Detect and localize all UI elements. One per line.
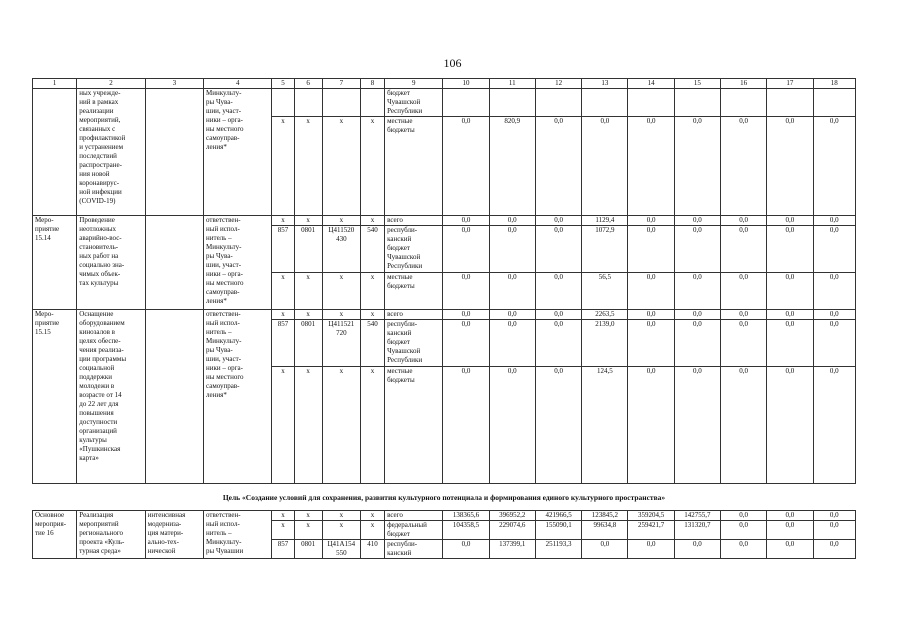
cell-source: республи- канский бюджет Чувашской Республики [385, 320, 443, 367]
cell-code: x [360, 521, 384, 540]
cell-code: 0801 [294, 320, 322, 367]
cell-code: x [272, 273, 294, 310]
cell-code: x [360, 310, 384, 320]
cell-amount: 0,0 [674, 310, 720, 320]
cell-amount: 0,0 [674, 216, 720, 226]
cell-measure-id: Основное мероприя- тие 16 [33, 511, 77, 559]
cell-amount: 0,0 [767, 117, 813, 216]
column-number: 8 [360, 79, 384, 89]
cell-amount: 1072,9 [582, 226, 628, 273]
column-number: 9 [385, 79, 443, 89]
cell-code: 857 [272, 320, 294, 367]
column-number: 4 [204, 79, 272, 89]
column-number: 2 [77, 79, 145, 89]
cell-executor: ответствен- ный испол- нитель – Минкульту- ры Чува- шии, участ- ники – орга- ны местного самоуправ- ления* [204, 310, 272, 484]
cell-amount: 0,0 [813, 226, 855, 273]
cell-code: x [272, 521, 294, 540]
cell-source: республи- канский бюджет Чувашской Республики [385, 226, 443, 273]
cell-code: x [272, 117, 294, 216]
cell-measure-id: Меро- приятие 15.15 [33, 310, 77, 484]
column-number: 15 [674, 79, 720, 89]
cell-goal [145, 310, 203, 484]
cell-goal [145, 216, 203, 310]
cell-amount: 0,0 [489, 216, 535, 226]
cell-amount: 0,0 [443, 540, 489, 559]
cell-code: Ц411521 720 [322, 320, 360, 367]
cell-code: x [360, 216, 384, 226]
cell-code: x [272, 511, 294, 521]
cell-amount: 1129,4 [582, 216, 628, 226]
cell-code: x [322, 367, 360, 484]
column-number: 7 [322, 79, 360, 89]
cell-amount: 0,0 [535, 320, 581, 367]
cell-amount: 0,0 [767, 540, 813, 559]
cell-amount: 0,0 [628, 367, 674, 484]
cell-description: Оснащение оборудованием кинозалов в целях обеспе- чения реализа- ции программы социальной поддержки молодежи в возрасте от 14 до 22 лет для повышения доступности организаций культуры «Пушкинская карта» [77, 310, 145, 484]
cell-amount: 0,0 [674, 117, 720, 216]
cell-code: x [294, 511, 322, 521]
cell-code: 410 [360, 540, 384, 559]
cell-amount: 0,0 [813, 216, 855, 226]
cell-amount: 0,0 [721, 540, 767, 559]
budget-table [32, 78, 856, 559]
cell-amount: 0,0 [443, 310, 489, 320]
column-number: 17 [767, 79, 813, 89]
goal-row [33, 484, 856, 511]
column-number: 6 [294, 79, 322, 89]
cell-amount: 0,0 [535, 226, 581, 273]
cell-amount: 0,0 [813, 320, 855, 367]
cell-amount: 104358,5 [443, 521, 489, 540]
cell-amount: 0,0 [489, 226, 535, 273]
cell-code: x [294, 521, 322, 540]
cell-source: всего [385, 511, 443, 521]
cell-amount: 2139,0 [582, 320, 628, 367]
cell-amount: 0,0 [813, 273, 855, 310]
column-number: 3 [145, 79, 203, 89]
cell-amount: 0,0 [813, 521, 855, 540]
cell-amount: 0,0 [628, 273, 674, 310]
cell-amount: 155090,1 [535, 521, 581, 540]
cell-source: республи- канский [385, 540, 443, 559]
cell-amount: 0,0 [443, 216, 489, 226]
cell-amount: 0,0 [674, 273, 720, 310]
cell-code: 0801 [294, 226, 322, 273]
cell-amount: 0,0 [767, 273, 813, 310]
cell-executor: Минкульту- ры Чува- шии, участ- ники – орга- ны местного самоуправ- ления* [204, 89, 272, 216]
cell-amount: 0,0 [721, 367, 767, 484]
cell-code: 540 [360, 226, 384, 273]
column-number: 18 [813, 79, 855, 89]
cell-amount: 0,0 [721, 226, 767, 273]
cell-amount: 0,0 [628, 226, 674, 273]
table-row [33, 310, 856, 320]
cell-amount: 259421,7 [628, 521, 674, 540]
cell-code: x [360, 273, 384, 310]
cell-amount: 137399,1 [489, 540, 535, 559]
page-number: 106 [443, 56, 462, 70]
cell-code: x [272, 216, 294, 226]
cell-amount: 820,9 [489, 117, 535, 216]
cell-code: x [322, 521, 360, 540]
cell-amount: 0,0 [721, 310, 767, 320]
cell-source: федеральный бюджет [385, 521, 443, 540]
cell-amount: 0,0 [582, 117, 628, 216]
cell-amount: 0,0 [489, 367, 535, 484]
table-row [33, 511, 856, 521]
cell-amount: 0,0 [443, 320, 489, 367]
cell-code: x [294, 367, 322, 484]
cell-amount: 138365,6 [443, 511, 489, 521]
cell-amount: 0,0 [767, 226, 813, 273]
cell-amount: 0,0 [674, 367, 720, 484]
cell-amount: 0,0 [721, 521, 767, 540]
goal-text: Цель «Создание условий для сохранения, развития культурного потенциала и формирования единого культурного пространства» [33, 484, 856, 511]
cell-amount: 0,0 [489, 320, 535, 367]
cell-source: местные бюджеты [385, 273, 443, 310]
cell-amount: 0,0 [628, 540, 674, 559]
cell-amount: 0,0 [628, 117, 674, 216]
cell-amount: 0,0 [443, 117, 489, 216]
table-row [33, 89, 856, 117]
cell-code: x [322, 511, 360, 521]
cell-description: ных учрежде- ний в рамках реализации мероприятий, связанных с профилактикой и устранением последствий распростране- ния новой коронавирус- ной инфекции (COVID-19) [77, 89, 145, 216]
cell-amount: 99634,8 [582, 521, 628, 540]
cell-amount: 123845,2 [582, 511, 628, 521]
cell-amount: 0,0 [813, 540, 855, 559]
cell-code: Ц41А154 550 [322, 540, 360, 559]
cell-amount: 0,0 [767, 216, 813, 226]
cell-amount: 0,0 [628, 216, 674, 226]
cell-source: местные бюджеты [385, 367, 443, 484]
cell-executor: ответствен- ный испол- нитель – Минкульту- ры Чува- шии, участ- ники – орга- ны местного самоуправ- ления* [204, 216, 272, 310]
cell-source: всего [385, 216, 443, 226]
cell-amount: 56,5 [582, 273, 628, 310]
cell-amount: 142755,7 [674, 511, 720, 521]
cell-code: x [322, 216, 360, 226]
cell-code: x [294, 216, 322, 226]
cell-amount: 0,0 [674, 320, 720, 367]
cell-amount: 0,0 [813, 310, 855, 320]
column-number: 11 [489, 79, 535, 89]
cell-amount: 0,0 [813, 511, 855, 521]
cell-amount: 0,0 [767, 310, 813, 320]
cell-amount: 124,5 [582, 367, 628, 484]
cell-source: бюджет Чувашской Республики [385, 89, 443, 117]
cell-description: Реализация мероприятий регионального проекта «Куль- турная среда» [77, 511, 145, 559]
cell-amount: 0,0 [535, 216, 581, 226]
cell-amount: 359204,5 [628, 511, 674, 521]
cell-code: x [272, 367, 294, 484]
cell-amount: 0,0 [767, 367, 813, 484]
cell-amount: 0,0 [582, 540, 628, 559]
cell-code: x [322, 117, 360, 216]
cell-amount: 0,0 [767, 511, 813, 521]
table-row [33, 216, 856, 226]
cell-code: x [322, 310, 360, 320]
cell-code: x [294, 310, 322, 320]
column-number: 1 [33, 79, 77, 89]
cell-amount: 0,0 [721, 216, 767, 226]
cell-code: x [360, 117, 384, 216]
cell-amount: 396952,2 [489, 511, 535, 521]
cell-code: x [322, 273, 360, 310]
cell-amount: 251193,3 [535, 540, 581, 559]
cell-code: x [272, 310, 294, 320]
cell-code: 857 [272, 226, 294, 273]
cell-amount: 0,0 [767, 320, 813, 367]
cell-amount: 0,0 [721, 117, 767, 216]
cell-amount: 0,0 [674, 540, 720, 559]
cell-amount: 0,0 [767, 521, 813, 540]
cell-source: всего [385, 310, 443, 320]
cell-amount: 0,0 [443, 226, 489, 273]
cell-description: Проведение неотложных аварийно-вос- становитель- ных работ на социально зна- чимых объек- тах культуры [77, 216, 145, 310]
cell-code: Ц411520 430 [322, 226, 360, 273]
cell-amount: 2263,5 [582, 310, 628, 320]
cell-code: x [360, 367, 384, 484]
cell-amount: 0,0 [721, 273, 767, 310]
cell-amount: 421966,5 [535, 511, 581, 521]
cell-amount: 0,0 [443, 367, 489, 484]
cell-amount: 0,0 [489, 310, 535, 320]
cell-amount: 0,0 [535, 310, 581, 320]
cell-amount: 0,0 [535, 117, 581, 216]
cell-amount: 0,0 [443, 273, 489, 310]
cell-amount: 0,0 [628, 320, 674, 367]
column-number-row [33, 79, 856, 89]
column-number: 12 [535, 79, 581, 89]
cell-amount: 0,0 [813, 117, 855, 216]
cell-amount: 0,0 [628, 310, 674, 320]
cell-code: 857 [272, 540, 294, 559]
cell-amount: 131320,7 [674, 521, 720, 540]
cell-code: x [294, 117, 322, 216]
column-number: 14 [628, 79, 674, 89]
cell-amount: 0,0 [674, 226, 720, 273]
column-number: 10 [443, 79, 489, 89]
cell-amount: 229074,6 [489, 521, 535, 540]
cell-amount: 0,0 [813, 367, 855, 484]
cell-executor: ответствен- ный испол- нитель – Минкульту- ры Чувашии [204, 511, 272, 559]
cell-source: местные бюджеты [385, 117, 443, 216]
column-number: 5 [272, 79, 294, 89]
cell-code: 540 [360, 320, 384, 367]
cell-amount: 0,0 [721, 320, 767, 367]
cell-goal: интенсивная модерниза- ция матери- ально-тех- нической [145, 511, 203, 559]
cell-measure-id: Меро- приятие 15.14 [33, 216, 77, 310]
column-number: 13 [582, 79, 628, 89]
cell-amount: 0,0 [489, 273, 535, 310]
column-number: 16 [721, 79, 767, 89]
cell-code: x [294, 273, 322, 310]
cell-code: 0801 [294, 540, 322, 559]
cell-amount: 0,0 [721, 511, 767, 521]
cell-amount: 0,0 [535, 273, 581, 310]
cell-code: x [360, 511, 384, 521]
cell-amount: 0,0 [535, 367, 581, 484]
